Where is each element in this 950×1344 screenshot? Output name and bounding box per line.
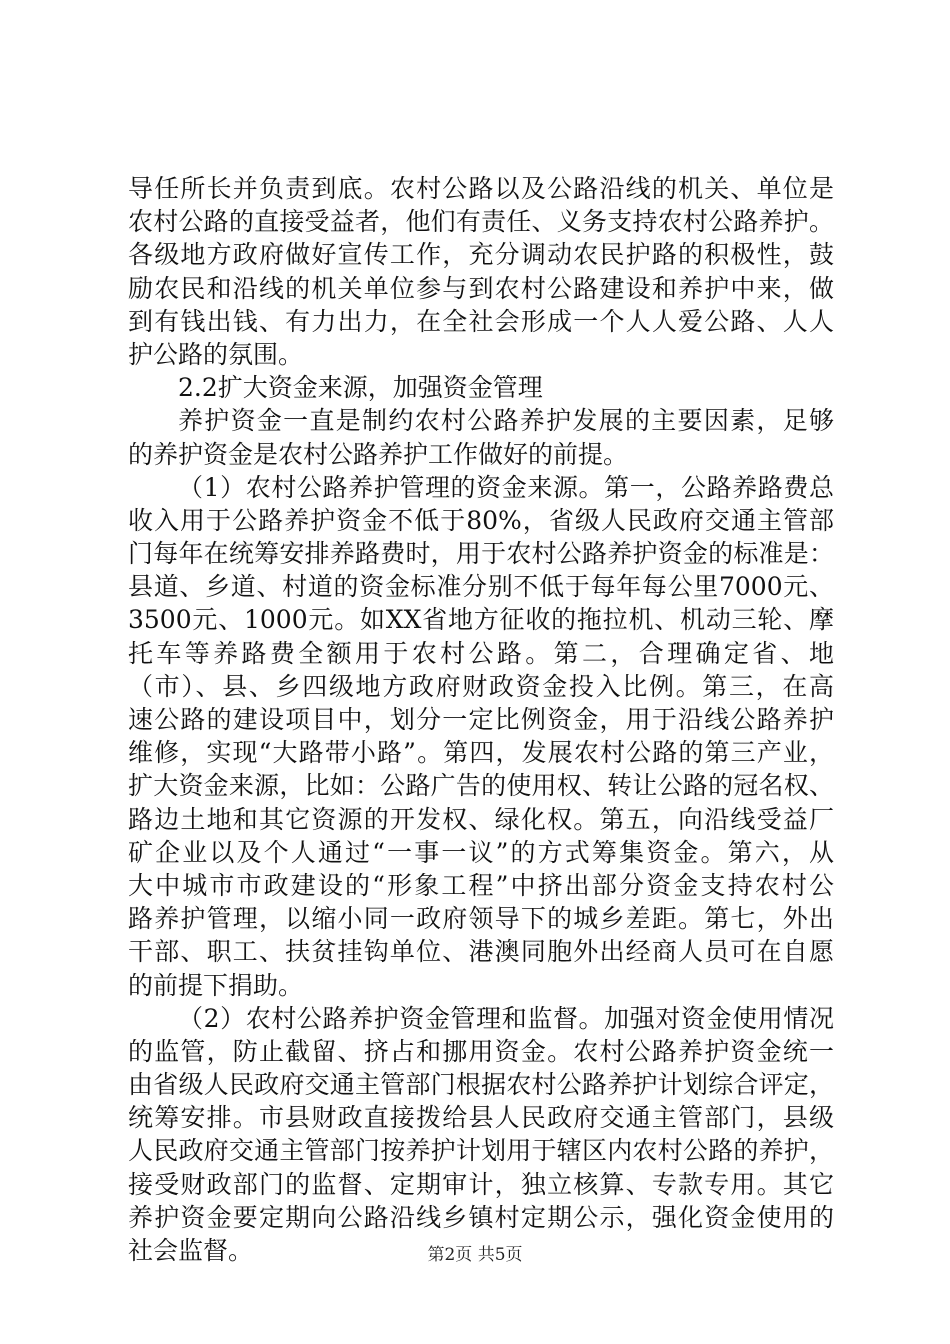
- text-line: 门每年在统筹安排养路费时，用于农村公路养护资金的标准是：: [128, 539, 834, 569]
- document-body: [128, 172, 834, 1267]
- text-line: 路养护管理，以缩小同一政府领导下的城乡差距。第七，外出: [128, 904, 834, 934]
- text-line: 由省级人民政府交通主管部门根据农村公路养护计划综合评定，: [128, 1070, 834, 1100]
- text-line: （2）农村公路养护资金管理和监督。加强对资金使用情况: [178, 1003, 834, 1033]
- text-line: （市）、县、乡四级地方政府财政资金投入比例。第三，在高: [128, 671, 834, 701]
- text-line: 矿企业以及个人通过“一事一议”的方式筹集资金。第六，从: [128, 837, 834, 867]
- text-line: 到有钱出钱、有力出力，在全社会形成一个人人爱公路、人人: [128, 306, 834, 336]
- text-line: 维修，实现“大路带小路”。第四，发展农村公路的第三产业，: [128, 738, 834, 768]
- text-line: 扩大资金来源，比如：公路广告的使用权、转让公路的冠名权、: [128, 771, 834, 801]
- text-line: 托车等养路费全额用于农村公路。第二，合理确定省、地: [128, 638, 834, 668]
- text-line: 县道、乡道、村道的资金标准分别不低于每年每公里7000元、: [128, 572, 834, 602]
- text-line: 护公路的氛围。: [128, 339, 304, 369]
- text-line: 统筹安排。市县财政直接拨给县人民政府交通主管部门，县级: [128, 1103, 834, 1133]
- text-line: 励农民和沿线的机关单位参与到农村公路建设和养护中来，做: [128, 273, 834, 303]
- text-line: 农村公路的直接受益者，他们有责任、义务支持农村公路养护。: [128, 207, 834, 237]
- text-line: 养护资金要定期向公路沿线乡镇村定期公示，强化资金使用的: [128, 1202, 834, 1232]
- text-line: 的监管，防止截留、挤占和挪用资金。农村公路养护资金统一: [128, 1036, 834, 1066]
- text-line: 接受财政部门的监督、定期审计，独立核算、专款专用。其它: [128, 1169, 834, 1199]
- section-heading: 2.2扩大资金来源，加强资金管理: [178, 373, 543, 403]
- text-line: 路边土地和其它资源的开发权、绿化权。第五，向沿线受益厂: [128, 804, 834, 834]
- text-line: 3500元、1000元。如XX省地方征收的拖拉机、机动三轮、摩: [128, 605, 834, 635]
- text-line: 速公路的建设项目中，划分一定比例资金，用于沿线公路养护: [128, 705, 834, 734]
- text-line: 干部、职工、扶贫挂钩单位、港澳同胞外出经商人员可在自愿: [128, 937, 834, 967]
- text-line: （1）农村公路养护管理的资金来源。第一，公路养路费总: [178, 472, 834, 502]
- text-line: 收入用于公路养护资金不低于80%，省级人民政府交通主管部: [128, 505, 834, 535]
- text-line: 社会监督。: [128, 1236, 254, 1265]
- text-line: 的前提下捐助。: [128, 970, 304, 1000]
- text-line: 各级地方政府做好宣传工作，充分调动农民护路的积极性，鼓: [128, 240, 834, 270]
- page-number-footer: 第2页 共5页: [427, 1245, 523, 1265]
- text-line: 大中城市市政建设的“形象工程”中挤出部分资金支持农村公: [128, 870, 834, 900]
- text-line: 的养护资金是农村公路养护工作做好的前提。: [128, 439, 629, 469]
- text-line: 导任所长并负责到底。农村公路以及公路沿线的机关、单位是: [128, 174, 834, 203]
- text-line: 养护资金一直是制约农村公路养护发展的主要因素，足够: [178, 406, 834, 436]
- text-line: 人民政府交通主管部门按养护计划用于辖区内农村公路的养护，: [128, 1136, 834, 1166]
